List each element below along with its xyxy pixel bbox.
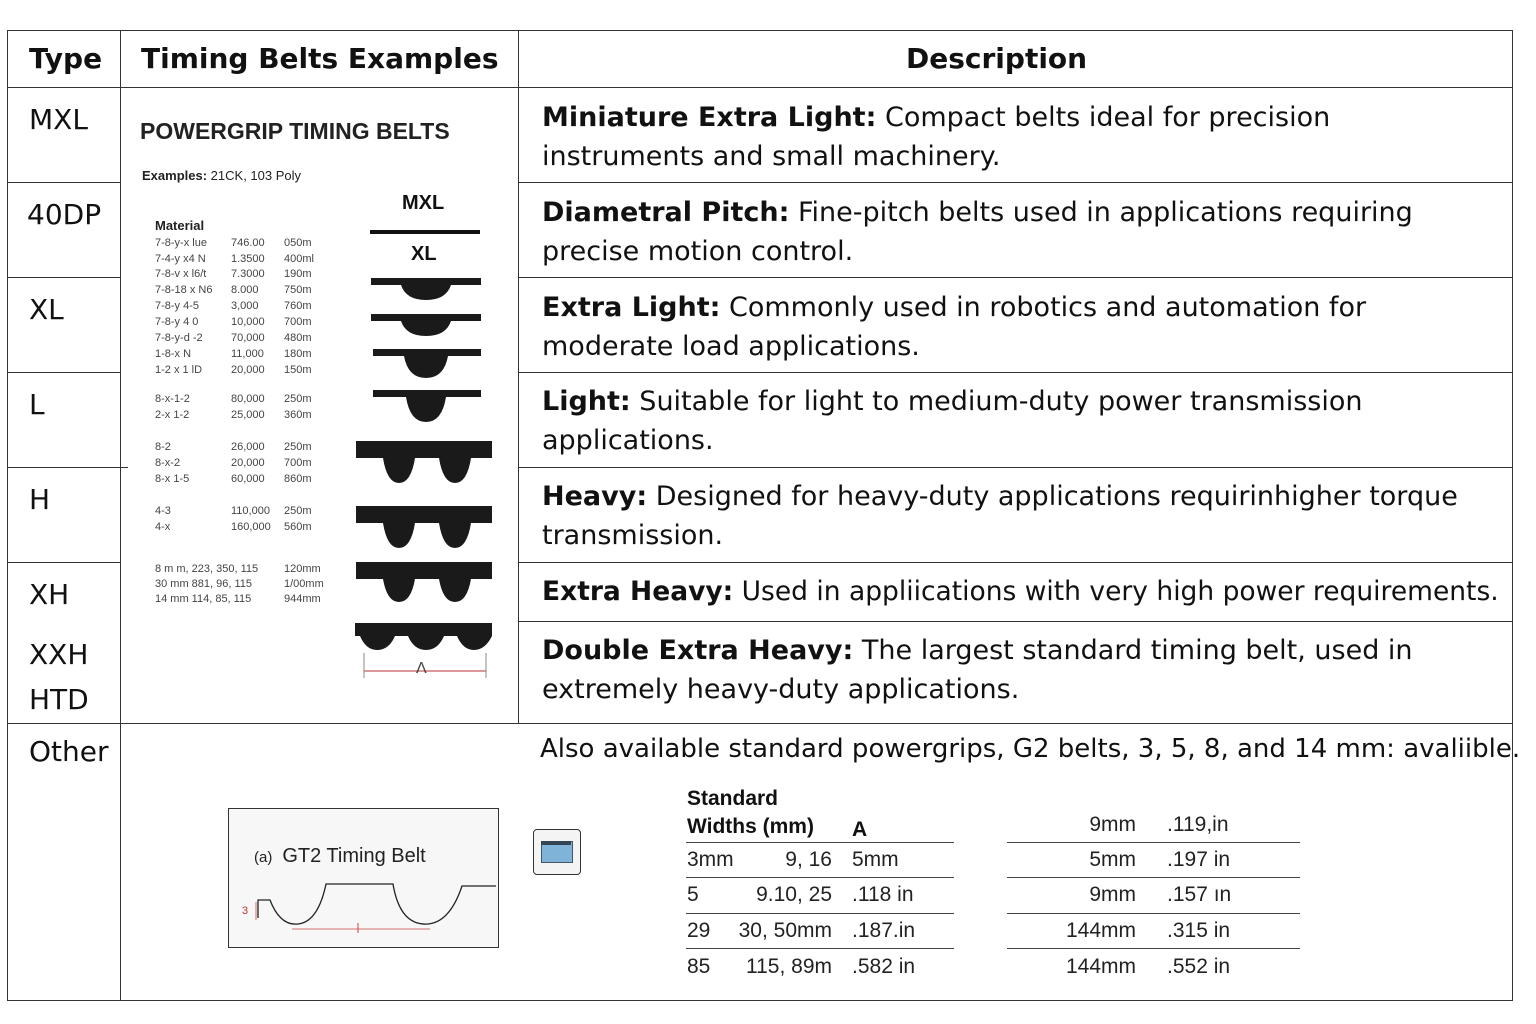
table-right-border: [1512, 30, 1513, 1000]
material-cell: 7-8-y 4 0: [155, 316, 199, 328]
material-row: [155, 578, 335, 592]
description-xl: Extra Light: Commonly used in robotics and automation for moderate load applications.: [542, 292, 1367, 362]
widths-row: [1007, 848, 1300, 874]
gt2-belt-outline: [258, 884, 496, 924]
material-cell: 3,000: [231, 300, 259, 312]
material-cell: 25,000: [231, 409, 265, 421]
gt2-profile: [228, 808, 499, 948]
widths-rule: [686, 842, 954, 843]
material-cell: 700m: [284, 316, 312, 328]
widths-row: [1007, 919, 1300, 945]
catalog-title: POWERGRIP TIMING BELTS: [140, 118, 450, 144]
material-cell: 30 mm 881, 96, 115: [155, 578, 253, 590]
type-l: L: [29, 388, 45, 421]
material-cell: 250m: [284, 505, 312, 517]
widths-rule: [1007, 913, 1300, 914]
row-divider: [7, 562, 120, 563]
row-divider: [518, 621, 1513, 622]
column-divider: [120, 30, 121, 1000]
widths-cell: 9.10, 25: [756, 883, 832, 906]
widths-cell: 85: [687, 955, 711, 978]
material-cell: 110,000: [231, 505, 270, 517]
material-cell: 8-x-2: [155, 457, 181, 469]
material-cell: 8-x-1-2: [155, 393, 190, 405]
material-row: [155, 348, 335, 362]
widths-cell: .197 in: [1167, 848, 1231, 871]
widths-rule: [1007, 842, 1300, 843]
widths-header-1: Standard: [687, 787, 779, 810]
material-cell: 7-8-18 x N6: [155, 284, 213, 296]
material-row: [155, 268, 335, 282]
material-cell: 20,000: [231, 457, 265, 469]
widths-row: [687, 919, 952, 945]
type-mxl: MXL: [29, 103, 88, 136]
material-cell: 7-8-y 4-5: [155, 300, 200, 312]
material-cell: 1/00mm: [284, 578, 324, 590]
widths-cell: 144mm: [1065, 919, 1136, 942]
material-cell: 190m: [284, 268, 312, 280]
table-top-border: [7, 30, 1513, 31]
header-type: Type: [29, 42, 103, 75]
belt-divider-line: [370, 230, 480, 234]
material-cell: 250m: [284, 441, 312, 453]
row-divider: [518, 562, 1513, 563]
belt-label-mxl: MXL: [402, 192, 445, 214]
material-cell: 26,000: [231, 441, 265, 453]
widths-cell: .119,in: [1167, 813, 1229, 836]
belt-profile-htd: [355, 623, 492, 650]
material-row: [155, 393, 335, 407]
material-cell: 160,000: [231, 521, 271, 533]
material-row: [155, 253, 335, 267]
other-note: Also available standard powergrips, G2 belts, 3, 5, 8, and 14 mm: avaliible.: [540, 734, 1521, 764]
widths-rule: [1007, 877, 1300, 878]
material-row: [155, 521, 335, 535]
widths-rule: [686, 877, 954, 878]
description-mxl: Miniature Extra Light: Compact belts ideal for precision instruments and small machinery.: [542, 102, 1331, 172]
widths-rule: [686, 913, 954, 914]
material-cell: 050m: [284, 237, 312, 249]
material-cell: 8-2: [155, 441, 171, 453]
belt-profile-xl-2: [371, 314, 481, 336]
material-cell: 944mm: [284, 593, 321, 605]
row-divider: [518, 467, 1513, 468]
catalog-examples-label: Examples:: [142, 168, 208, 183]
belt-profile-h-2: [356, 506, 492, 548]
material-row: [155, 593, 335, 607]
widths-cell: 30, 50mm: [738, 919, 832, 942]
material-cell: 60,000: [231, 473, 265, 485]
material-row: [155, 505, 335, 519]
description-xh: Extra Heavy: Used in appliications with very high power requirements.: [542, 576, 1499, 607]
widths-row: [1007, 955, 1300, 981]
material-cell: 7-8-v x l6/t: [155, 268, 207, 280]
widths-cell: 29: [687, 919, 711, 942]
material-row: [155, 300, 335, 314]
material-cell: 360m: [284, 409, 312, 421]
description-40dp: Diametral Pitch: Fine-pitch belts used in applications requiring precise motion control.: [542, 197, 1413, 267]
gt2-label-title: GT2 Timing Belt: [282, 845, 426, 867]
material-cell: 180m: [284, 348, 312, 360]
belt-profile-xh: [356, 562, 492, 602]
header-examples: Timing Belts Examples: [141, 42, 499, 75]
type-xl: XL: [29, 293, 64, 326]
material-cell: 11,000: [231, 348, 264, 360]
material-cell: 14 mm 114, 85, 115: [155, 593, 252, 605]
material-cell: 1-2 x 1 lD: [155, 364, 203, 376]
material-cell: 250m: [284, 393, 312, 405]
widths-header-a: A: [852, 818, 868, 841]
material-cell: 4-3: [155, 505, 171, 517]
widths-header-2: Widths (mm): [687, 815, 814, 838]
catalog-examples-value: 21CK, 103 Poly: [210, 168, 302, 183]
type-h: H: [29, 483, 51, 516]
material-cell: 746.00: [231, 237, 265, 249]
material-row: [155, 409, 335, 423]
widths-cell: .157 ın: [1167, 883, 1232, 906]
widths-cell: 9, 16: [785, 848, 832, 871]
window-icon[interactable]: [533, 829, 581, 875]
material-cell: 80,000: [231, 393, 265, 405]
widths-cell: 5mm: [852, 848, 899, 871]
belt-profiles: [355, 278, 492, 650]
material-cell: 860m: [284, 473, 312, 485]
row-divider: [518, 182, 1513, 183]
widths-row: [687, 883, 952, 909]
widths-row: [687, 848, 952, 874]
widths-cell: 3mm: [687, 848, 734, 871]
widths-cell: .187.in: [852, 919, 916, 942]
material-cell: 480m: [284, 332, 312, 344]
material-row: [155, 332, 335, 346]
row-divider: [7, 277, 120, 278]
material-row: [155, 441, 335, 455]
material-cell: 7-4-y x4 N: [155, 253, 206, 265]
material-cell: 8 m m, 223, 350, 115: [155, 563, 259, 575]
material-cell: 7-8-y-x lue: [155, 237, 207, 249]
material-cell: 150m: [284, 364, 312, 376]
material-cell: 20,000: [231, 364, 265, 376]
belt-label-xl: XL: [411, 243, 437, 265]
material-cell: 120mm: [284, 563, 321, 575]
material-row: [155, 364, 335, 378]
widths-cell: .552 in: [1167, 955, 1231, 978]
type-xh: XH: [29, 578, 70, 611]
material-cell: 7.3000: [231, 268, 265, 280]
gt2-label-prefix: (a): [254, 849, 273, 866]
row-divider: [518, 277, 1513, 278]
row-divider: [7, 182, 120, 183]
widths-cell: 115, 89m: [746, 955, 832, 978]
header-description: Description: [906, 42, 1088, 75]
table-left-border: [7, 30, 8, 1000]
catalog-examples: [142, 168, 301, 183]
widths-cell: .582 in: [852, 955, 916, 978]
type-other: Other: [29, 735, 109, 768]
material-cell: 400ml: [284, 253, 314, 265]
table-bottom-border: [7, 1000, 1513, 1001]
material-cell: 8-x 1-5: [155, 473, 190, 485]
widths-cell: 9mm: [1089, 813, 1136, 836]
belt-profile-h-1: [356, 441, 492, 483]
material-row: [155, 563, 335, 577]
widths-cell: 5mm: [1089, 848, 1136, 871]
type-htd: HTD: [29, 683, 89, 716]
window-icon-bar: [541, 841, 571, 845]
material-row: [155, 473, 335, 487]
row-divider: [7, 723, 1513, 724]
catalog-material-label: Material: [155, 218, 205, 233]
material-cell: 760m: [284, 300, 312, 312]
material-row: [155, 457, 335, 471]
material-cell: 560m: [284, 521, 312, 533]
description-l: Light: Suitable for light to medium-duty power transmission applications.: [542, 386, 1363, 456]
material-row: [155, 316, 335, 330]
widths-cell: 144mm: [1065, 955, 1136, 978]
material-cell: 700m: [284, 457, 312, 469]
description-xxh: Double Extra Heavy: The largest standard timing belt, used in extremely heavy-duty applications.: [542, 635, 1413, 705]
material-cell: 10,000: [231, 316, 265, 328]
belt-profile-l-2: [373, 390, 481, 422]
belt-profile-xl-1: [371, 278, 481, 300]
column-divider: [518, 30, 519, 723]
material-cell: 1-8-x N: [155, 348, 192, 360]
widths-row: [1007, 883, 1300, 909]
material-cell: 7-8-y-d -2: [155, 332, 203, 344]
material-cell: 4-x: [155, 521, 171, 533]
description-h: Heavy: Designed for heavy-duty applications requirinhigher torque transmission.: [542, 481, 1458, 551]
widths-cell: .118 in: [852, 883, 914, 906]
material-cell: 750m: [284, 284, 312, 296]
material-row: [155, 237, 335, 251]
material-cell: 2-x 1-2: [155, 409, 190, 421]
material-cell: 70,000: [231, 332, 265, 344]
type-40dp: 40DP: [27, 198, 102, 231]
dimension-label: Λ: [416, 660, 427, 677]
material-cell: 1.3500: [231, 253, 265, 265]
belt-profile-l-1: [373, 349, 481, 378]
row-divider: [7, 467, 128, 468]
type-xxh: XXH: [29, 638, 89, 671]
row-divider: [7, 372, 120, 373]
material-cell: 8.000: [231, 284, 259, 296]
widths-cell: .315 in: [1167, 919, 1231, 942]
widths-rule: [686, 948, 954, 949]
material-row: [155, 284, 335, 298]
widths-cell: 9mm: [1089, 883, 1136, 906]
widths-cell: 5: [687, 883, 699, 906]
widths-rule: [1007, 948, 1300, 949]
belt-profiles-illustration: [340, 270, 510, 690]
widths-row: [687, 955, 952, 981]
header-bottom-border: [7, 87, 1513, 88]
gt2-dim-value: 3: [242, 905, 249, 917]
widths-row: [1007, 813, 1300, 839]
row-divider: [518, 372, 1513, 373]
